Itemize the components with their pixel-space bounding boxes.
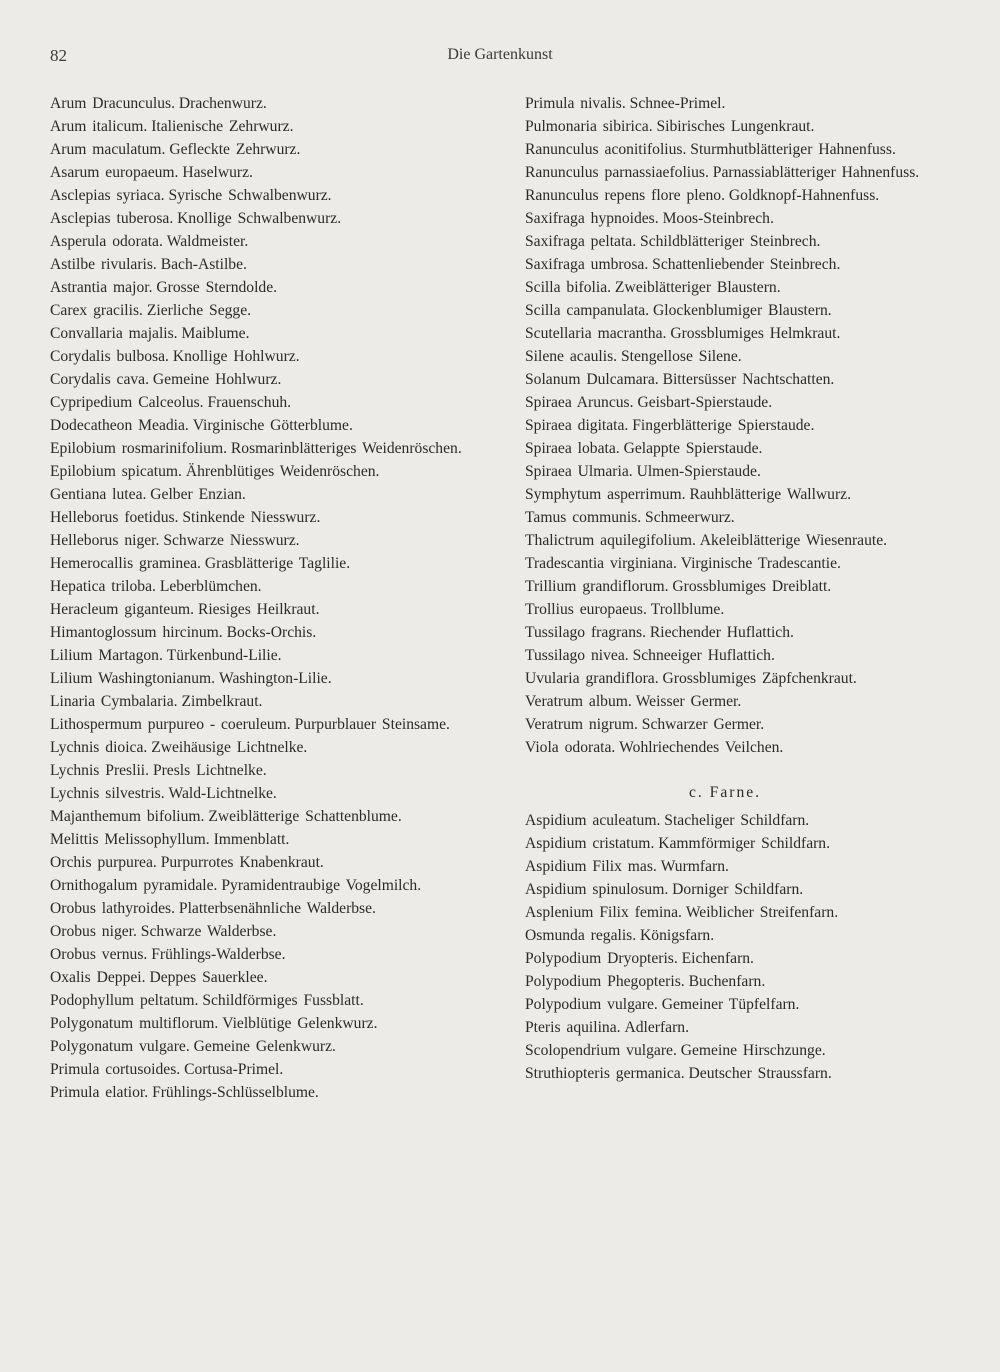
- latin-name: Spiraea digitata.: [525, 417, 629, 434]
- german-name: Schnee-Primel.: [629, 95, 726, 112]
- latin-name: Ranunculus aconitifolius.: [525, 141, 687, 158]
- latin-name: Trillium grandiflorum.: [525, 578, 669, 595]
- plant-entry: [50, 690, 470, 713]
- german-name: Königsfarn.: [640, 927, 715, 944]
- latin-name: Aspidium spinulosum.: [525, 881, 669, 898]
- german-name: Frühlings-Schlüsselblume.: [152, 1084, 319, 1101]
- plant-entry: [50, 1058, 470, 1081]
- german-name: Eichenfarn.: [681, 950, 754, 967]
- latin-name: Asclepias syriaca.: [50, 187, 165, 204]
- german-name: Schattenliebender Steinbrech.: [652, 256, 841, 273]
- right-column: [525, 92, 965, 1085]
- latin-name: Lychnis dioica.: [50, 739, 148, 756]
- latin-name: Carex gracilis.: [50, 302, 143, 319]
- plant-entry: [525, 947, 965, 970]
- german-name: Bittersüsser Nachtschatten.: [662, 371, 835, 388]
- german-name: Weiblicher Streifenfarn.: [685, 904, 839, 921]
- latin-name: Primula cortusoides.: [50, 1061, 181, 1078]
- latin-name: Polygonatum vulgare.: [50, 1038, 190, 1055]
- german-name: Dorniger Schildfarn.: [672, 881, 804, 898]
- latin-name: Struthiopteris germanica.: [525, 1065, 685, 1082]
- plant-entry: [50, 184, 470, 207]
- german-name: Gelappte Spierstaude.: [623, 440, 763, 457]
- ferns-section-heading: c. Farne.: [688, 784, 762, 801]
- latin-name: Veratrum album.: [525, 693, 632, 710]
- latin-name: Lilium Martagon.: [50, 647, 163, 664]
- latin-name: Helleborus niger.: [50, 532, 160, 549]
- german-name: Frauenschuh.: [207, 394, 292, 411]
- latin-name: Saxifraga peltata.: [525, 233, 637, 250]
- plant-entry: [525, 1039, 965, 1062]
- plant-entry: [50, 345, 470, 368]
- plant-entry: [525, 345, 965, 368]
- german-name: Zweiblätterige Schattenblume.: [208, 808, 402, 825]
- latin-name: Tussilago fragrans.: [525, 624, 646, 641]
- german-name: Riesiges Heilkraut.: [197, 601, 320, 618]
- german-name: Syrische Schwalbenwurz.: [168, 187, 332, 204]
- latin-name: Thalictrum aquilegifolium.: [525, 532, 696, 549]
- latin-name: Asplenium Filix femina.: [525, 904, 682, 921]
- latin-name: Asarum europaeum.: [50, 164, 179, 181]
- latin-name: Spiraea Aruncus.: [525, 394, 634, 411]
- german-name: Stengellose Silene.: [620, 348, 742, 365]
- german-name: Waldmeister.: [166, 233, 249, 250]
- latin-name: Corydalis bulbosa.: [50, 348, 169, 365]
- right-column-entries: [525, 92, 965, 759]
- german-name: Schwarzer Germer.: [641, 716, 765, 733]
- plant-entry: [525, 552, 965, 575]
- german-name: Presls Lichtnelke.: [152, 762, 267, 779]
- latin-name: Corydalis cava.: [50, 371, 149, 388]
- german-name: Schwarze Niesswurz.: [163, 532, 300, 549]
- german-name: Riechender Huflattich.: [649, 624, 794, 641]
- plant-entry: [50, 460, 470, 483]
- plant-entry: [525, 690, 965, 713]
- latin-name: Arum italicum.: [50, 118, 148, 135]
- plant-entry: [50, 161, 470, 184]
- plant-entry: [525, 414, 965, 437]
- german-name: Vielblütige Gelenkwurz.: [222, 1015, 378, 1032]
- german-name: Goldknopf-Hahnenfuss.: [728, 187, 880, 204]
- plant-entry: [50, 989, 470, 1012]
- plant-entry: [50, 552, 470, 575]
- german-name: Purpurblauer Steinsame.: [294, 716, 450, 733]
- latin-name: Spiraea Ulmaria.: [525, 463, 633, 480]
- latin-name: Oxalis Deppei.: [50, 969, 146, 986]
- german-name: Platterbsenähnliche Walderbse.: [178, 900, 376, 917]
- latin-name: Majanthemum bifolium.: [50, 808, 205, 825]
- latin-name: Arum maculatum.: [50, 141, 166, 158]
- plant-entry: [525, 667, 965, 690]
- latin-name: Pteris aquilina.: [525, 1019, 621, 1036]
- latin-name: Spiraea lobata.: [525, 440, 620, 457]
- german-name: Ulmen-Spierstaude.: [636, 463, 761, 480]
- latin-name: Polypodium Phegopteris.: [525, 973, 685, 990]
- plant-entry: [525, 1062, 965, 1085]
- german-name: Wohlriechendes Veilchen.: [619, 739, 784, 756]
- latin-name: Melittis Melissophyllum.: [50, 831, 210, 848]
- latin-name: Dodecatheon Meadia.: [50, 417, 189, 434]
- german-name: Washington-Lilie.: [218, 670, 332, 687]
- plant-entry: [50, 1081, 470, 1104]
- latin-name: Scilla bifolia.: [525, 279, 612, 296]
- plant-entry: [525, 924, 965, 947]
- plant-entry: [525, 437, 965, 460]
- latin-name: Orchis purpurea.: [50, 854, 157, 871]
- latin-name: Viola odorata.: [525, 739, 616, 756]
- german-name: Gemeiner Tüpfelfarn.: [661, 996, 800, 1013]
- german-name: Deutscher Straussfarn.: [688, 1065, 832, 1082]
- plant-entry: [50, 230, 470, 253]
- latin-name: Arum Dracunculus.: [50, 95, 175, 112]
- left-column: [50, 92, 470, 1104]
- plant-entry: [50, 759, 470, 782]
- german-name: Trollblume.: [650, 601, 725, 618]
- german-name: Moos-Steinbrech.: [662, 210, 774, 227]
- german-name: Zimbelkraut.: [181, 693, 263, 710]
- page-number: 82: [50, 46, 67, 65]
- plant-entry: [50, 1012, 470, 1035]
- plant-entry: [50, 851, 470, 874]
- plant-entry: [50, 322, 470, 345]
- latin-name: Orobus lathyroides.: [50, 900, 175, 917]
- plant-entry: [525, 115, 965, 138]
- latin-name: Helleborus foetidus.: [50, 509, 179, 526]
- plant-entry: [525, 483, 965, 506]
- plant-entry: [525, 253, 965, 276]
- latin-name: Ranunculus parnassiaefolius.: [525, 164, 709, 181]
- latin-name: Orobus vernus.: [50, 946, 148, 963]
- german-name: Italienische Zehrwurz.: [151, 118, 294, 135]
- plant-entry: [50, 299, 470, 322]
- plant-entry: [50, 138, 470, 161]
- german-name: Rosmarinblätteriges Weidenröschen.: [230, 440, 462, 457]
- plant-entry: [50, 713, 470, 736]
- latin-name: Podophyllum peltatum.: [50, 992, 199, 1009]
- plant-entry: [50, 575, 470, 598]
- german-name: Immenblatt.: [213, 831, 290, 848]
- latin-name: Scolopendrium vulgare.: [525, 1042, 677, 1059]
- plant-entry: [525, 832, 965, 855]
- plant-entry: [50, 207, 470, 230]
- latin-name: Astrantia major.: [50, 279, 153, 296]
- german-name: Schmeerwurz.: [645, 509, 735, 526]
- plant-entry: [50, 874, 470, 897]
- german-name: Grossblumiges Zäpfchenkraut.: [662, 670, 857, 687]
- latin-name: Polypodium vulgare.: [525, 996, 658, 1013]
- plant-entry: [525, 207, 965, 230]
- latin-name: Osmunda regalis.: [525, 927, 637, 944]
- latin-name: Aspidium aculeatum.: [525, 812, 661, 829]
- plant-entry: [50, 598, 470, 621]
- german-name: Purpurrotes Knabenkraut.: [160, 854, 324, 871]
- plant-entry: [525, 901, 965, 924]
- plant-entry: [525, 644, 965, 667]
- latin-name: Asperula odorata.: [50, 233, 163, 250]
- german-name: Cortusa-Primel.: [184, 1061, 284, 1078]
- german-name: Bocks-Orchis.: [226, 624, 317, 641]
- latin-name: Solanum Dulcamara.: [525, 371, 659, 388]
- plant-entry: [50, 92, 470, 115]
- running-title: Die Gartenkunst: [447, 46, 553, 63]
- latin-name: Primula nivalis.: [525, 95, 626, 112]
- plant-entry: [50, 782, 470, 805]
- latin-name: Hemerocallis graminea.: [50, 555, 201, 572]
- plant-entry: [50, 897, 470, 920]
- plant-entry: [525, 809, 965, 832]
- german-name: Knollige Hohlwurz.: [172, 348, 300, 365]
- latin-name: Cypripedium Calceolus.: [50, 394, 204, 411]
- german-name: Drachenwurz.: [178, 95, 267, 112]
- german-name: Wald-Lichtnelke.: [168, 785, 277, 802]
- german-name: Buchenfarn.: [688, 973, 766, 990]
- latin-name: Polygonatum multiflorum.: [50, 1015, 219, 1032]
- plant-entry: [50, 483, 470, 506]
- german-name: Grossblumiges Helmkraut.: [670, 325, 841, 342]
- plant-entry: [525, 855, 965, 878]
- german-name: Stacheliger Schildfarn.: [664, 812, 810, 829]
- latin-name: Gentiana lutea.: [50, 486, 147, 503]
- german-name: Haselwurz.: [182, 164, 253, 181]
- plant-entry: [525, 1016, 965, 1039]
- plant-entry: [50, 828, 470, 851]
- plant-entry: [50, 621, 470, 644]
- german-name: Maiblume.: [181, 325, 250, 342]
- plant-entry: [525, 575, 965, 598]
- plant-entry: [525, 529, 965, 552]
- latin-name: Aspidium Filix mas.: [525, 858, 657, 875]
- latin-name: Hepatica triloba.: [50, 578, 156, 595]
- german-name: Weisser Germer.: [635, 693, 742, 710]
- plant-entry: [50, 667, 470, 690]
- plant-entry: [50, 644, 470, 667]
- german-name: Wurmfarn.: [660, 858, 729, 875]
- latin-name: Scutellaria macrantha.: [525, 325, 667, 342]
- german-name: Virginische Tradescantie.: [680, 555, 841, 572]
- latin-name: Polypodium Dryopteris.: [525, 950, 678, 967]
- latin-name: Epilobium spicatum.: [50, 463, 182, 480]
- plant-entry: [50, 437, 470, 460]
- latin-name: Tussilago nivea.: [525, 647, 629, 664]
- ferns-entries: [525, 809, 965, 1085]
- german-name: Deppes Sauerklee.: [149, 969, 268, 986]
- latin-name: Veratrum nigrum.: [525, 716, 638, 733]
- german-name: Schildförmiges Fussblatt.: [202, 992, 364, 1009]
- german-name: Grosse Sterndolde.: [156, 279, 278, 296]
- plant-entry: [50, 943, 470, 966]
- plant-entry: [50, 506, 470, 529]
- german-name: Zweiblätteriger Blaustern.: [614, 279, 781, 296]
- plant-entry: [50, 391, 470, 414]
- german-name: Sibirisches Lungenkraut.: [656, 118, 815, 135]
- plant-entry: [50, 368, 470, 391]
- latin-name: Symphytum asperrimum.: [525, 486, 686, 503]
- latin-name: Trollius europaeus.: [525, 601, 647, 618]
- plant-entry: [525, 460, 965, 483]
- german-name: Frühlings-Walderbse.: [151, 946, 286, 963]
- latin-name: Scilla campanulata.: [525, 302, 650, 319]
- german-name: Glockenblumiger Blaustern.: [653, 302, 832, 319]
- german-name: Akeleiblätterige Wiesenraute.: [699, 532, 888, 549]
- latin-name: Himantoglossum hircinum.: [50, 624, 223, 641]
- latin-name: Saxifraga hypnoides.: [525, 210, 659, 227]
- german-name: Parnassiablätteriger Hahnenfuss.: [712, 164, 920, 181]
- german-name: Gemeine Hohlwurz.: [152, 371, 282, 388]
- german-name: Fingerblätterige Spierstaude.: [632, 417, 815, 434]
- plant-entry: [50, 253, 470, 276]
- german-name: Adlerfarn.: [624, 1019, 689, 1036]
- latin-name: Lychnis Preslii.: [50, 762, 150, 779]
- latin-name: Lithospermum purpureo - coeruleum.: [50, 716, 291, 733]
- plant-entry: [525, 713, 965, 736]
- plant-entry: [50, 920, 470, 943]
- latin-name: Ornithogalum pyramidale.: [50, 877, 218, 894]
- plant-entry: [525, 230, 965, 253]
- german-name: Knollige Schwalbenwurz.: [177, 210, 342, 227]
- german-name: Grasblätterige Taglilie.: [204, 555, 351, 572]
- german-name: Rauhblätterige Wallwurz.: [689, 486, 851, 503]
- latin-name: Primula elatior.: [50, 1084, 149, 1101]
- german-name: Türkenbund-Lilie.: [166, 647, 282, 664]
- plant-entry: [525, 598, 965, 621]
- german-name: Zierliche Segge.: [146, 302, 252, 319]
- german-name: Pyramidentraubige Vogelmilch.: [221, 877, 422, 894]
- latin-name: Epilobium rosmarinifolium.: [50, 440, 227, 457]
- latin-name: Orobus niger.: [50, 923, 137, 940]
- german-name: Schneeiger Huflattich.: [632, 647, 775, 664]
- german-name: Bach-Astilbe.: [160, 256, 247, 273]
- latin-name: Linaria Cymbalaria.: [50, 693, 178, 710]
- plant-entry: [525, 161, 965, 184]
- latin-name: Saxifraga umbrosa.: [525, 256, 649, 273]
- german-name: Gefleckte Zehrwurz.: [169, 141, 301, 158]
- latin-name: Ranunculus repens flore pleno.: [525, 187, 726, 204]
- plant-entry: [50, 276, 470, 299]
- plant-entry: [50, 529, 470, 552]
- latin-name: Silene acaulis.: [525, 348, 618, 365]
- german-name: Sturmhutblätteriger Hahnenfuss.: [690, 141, 896, 158]
- german-name: Grossblumiges Dreiblatt.: [672, 578, 832, 595]
- plant-entry: [50, 736, 470, 759]
- plant-entry: [525, 276, 965, 299]
- plant-entry: [50, 966, 470, 989]
- latin-name: Asclepias tuberosa.: [50, 210, 174, 227]
- german-name: Zweihäusige Lichtnelke.: [151, 739, 308, 756]
- plant-entry: [525, 92, 965, 115]
- latin-name: Astilbe rivularis.: [50, 256, 157, 273]
- german-name: Kammförmiger Schildfarn.: [658, 835, 830, 852]
- latin-name: Uvularia grandiflora.: [525, 670, 659, 687]
- latin-name: Tradescantia virginiana.: [525, 555, 677, 572]
- plant-entry: [525, 138, 965, 161]
- latin-name: Aspidium cristatum.: [525, 835, 655, 852]
- plant-entry: [525, 299, 965, 322]
- latin-name: Convallaria majalis.: [50, 325, 178, 342]
- plant-entry: [525, 993, 965, 1016]
- plant-entry: [525, 184, 965, 207]
- plant-entry: [50, 115, 470, 138]
- plant-entry: [525, 970, 965, 993]
- latin-name: Pulmonaria sibirica.: [525, 118, 653, 135]
- plant-entry: [50, 1035, 470, 1058]
- plant-entry: [525, 621, 965, 644]
- plant-entry: [525, 736, 965, 759]
- german-name: Schwarze Walderbse.: [140, 923, 277, 940]
- plant-entry: [525, 506, 965, 529]
- german-name: Gemeine Hirschzunge.: [680, 1042, 826, 1059]
- plant-entry: [50, 805, 470, 828]
- german-name: Leberblümchen.: [159, 578, 262, 595]
- german-name: Stinkende Niesswurz.: [182, 509, 321, 526]
- plant-entry: [525, 322, 965, 345]
- german-name: Gelber Enzian.: [150, 486, 246, 503]
- german-name: Ährenblütiges Weidenröschen.: [185, 463, 380, 480]
- plant-entry: [50, 414, 470, 437]
- latin-name: Tamus communis.: [525, 509, 642, 526]
- german-name: Virginische Götterblume.: [192, 417, 353, 434]
- german-name: Gemeine Gelenkwurz.: [193, 1038, 336, 1055]
- plant-entry: [525, 391, 965, 414]
- plant-entry: [525, 368, 965, 391]
- latin-name: Lilium Washingtonianum.: [50, 670, 216, 687]
- latin-name: Lychnis silvestris.: [50, 785, 165, 802]
- latin-name: Heracleum giganteum.: [50, 601, 195, 618]
- german-name: Schildblätteriger Steinbrech.: [640, 233, 821, 250]
- german-name: Geisbart-Spierstaude.: [637, 394, 773, 411]
- plant-entry: [525, 878, 965, 901]
